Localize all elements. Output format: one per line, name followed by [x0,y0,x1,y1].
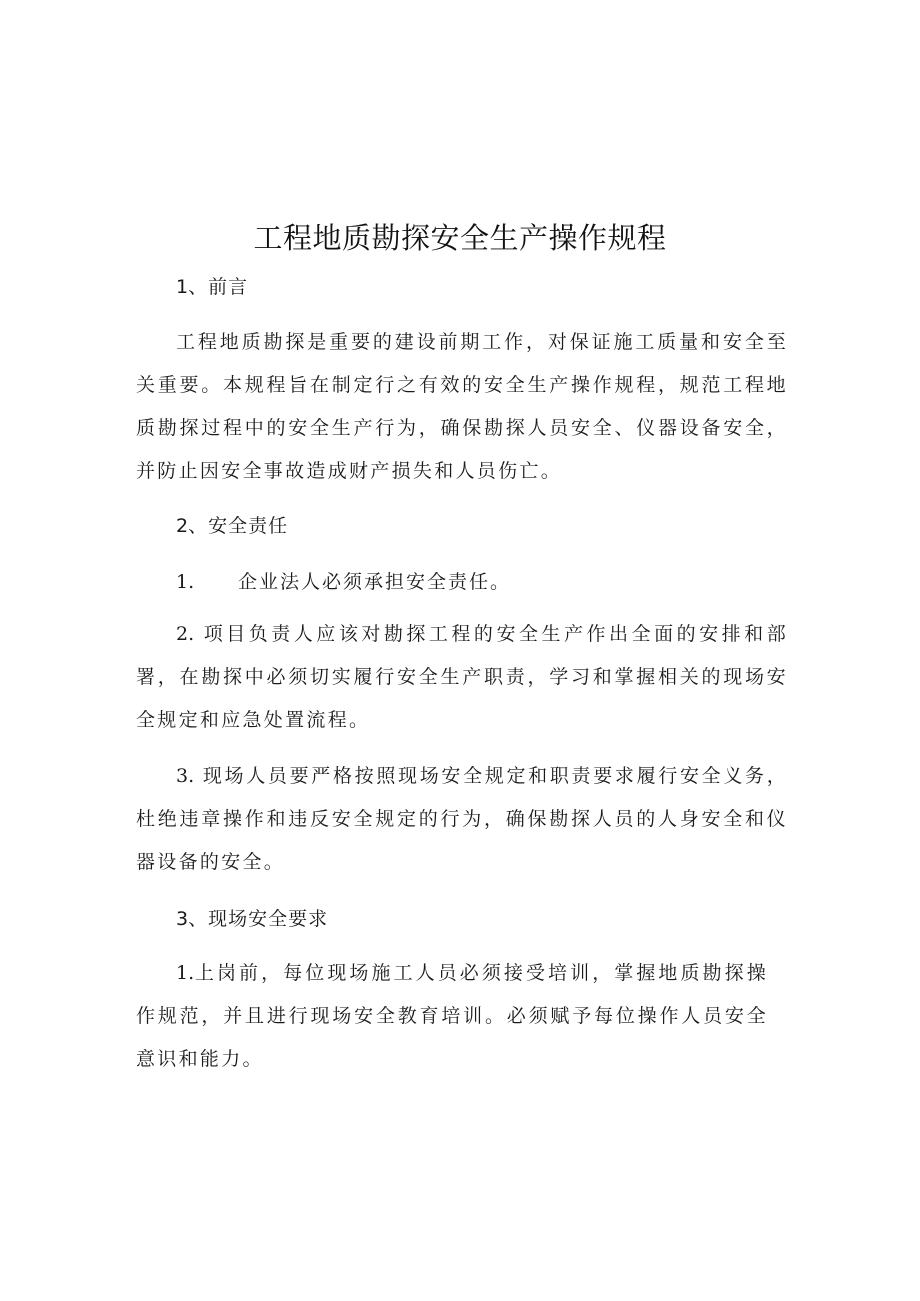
list-item-number: 2. [176,623,195,645]
list-item-text: 项目负责人应该对勘探工程的安全生产作出全面的安排和部署，在勘探中必须切实履行安全生产职责，学习和掌握相关的现场安全规定和应急处置流程。 [136,623,788,731]
list-item-text: 现场人员要严格按照现场安全规定和职责要求履行安全义务，杜绝违章操作和违反安全规定的行为，确保勘探人员的人身安全和仪器设备的安全。 [136,765,788,873]
document-title: 工程地质勘探安全生产操作规程 [253,221,667,255]
list-item [136,613,788,742]
section-title: 、安全责任 [188,515,289,537]
section-title: 、前言 [188,276,249,298]
preface-paragraph: 工程地质勘探是重要的建设前期工作，对保证施工质量和安全至关重要。本规程旨在制定行之有效的安全生产操作规程，规范工程地质勘探过程中的安全生产行为，确保勘探人员安全、仪器设备安全，并防止因安全事故造成财产损失和人员伤亡。 [136,331,788,482]
list-item-text: 上岗前，每位现场施工人员必须接受培训，掌握地质勘探操作规范，并且进行现场安全教育培训。必须赋予每位操作人员安全意识和能力。 [136,962,768,1070]
section-heading-preface [176,275,248,299]
list-item-number: 3. [176,765,195,787]
section-number: 3 [176,908,189,930]
list-item [176,566,511,598]
section-title: 、现场安全要求 [188,908,329,930]
section-heading-site-safety [176,907,328,931]
list-item-text: 企业法人必须承担安全责任。 [238,571,512,593]
list-item [136,755,788,884]
list-item-number: 1. [176,571,195,593]
section-number: 2 [176,515,189,537]
list-item [136,952,768,1081]
section-number: 1 [176,276,189,298]
section-heading-safety-responsibility [176,514,288,538]
list-item-number: 1. [176,962,195,984]
